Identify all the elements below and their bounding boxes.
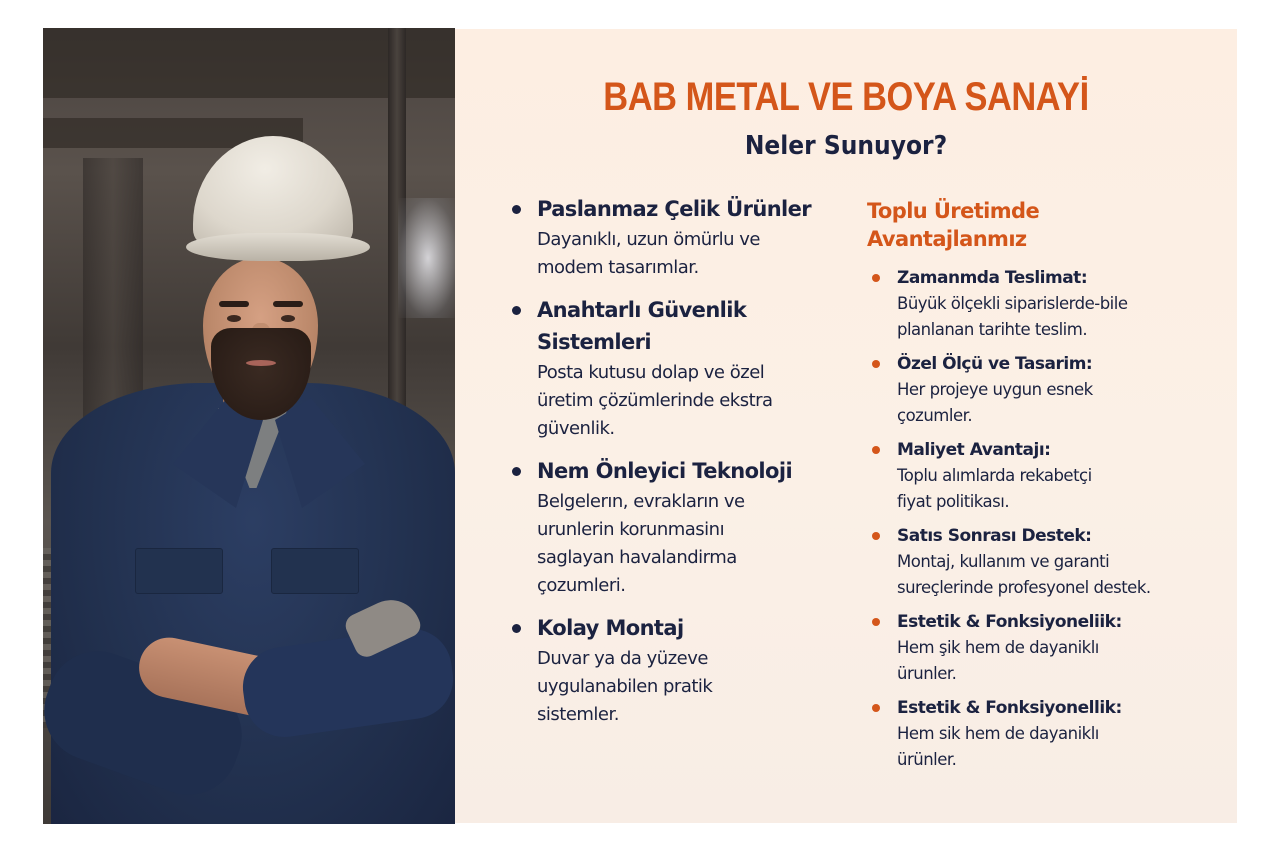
advantage-title: Maliyet Avantajı: [897, 440, 1051, 460]
feature-title: Anahtarlı Güvenlik Sistemleri [537, 298, 747, 354]
bullet-icon [872, 360, 880, 368]
feature-title: Nem Önleyici Teknoloji [537, 459, 793, 483]
feature-item [507, 612, 827, 729]
features-list [507, 193, 827, 729]
bullet-icon [872, 274, 880, 282]
feature-title: Kolay Montaj [537, 616, 684, 640]
content-panel [455, 29, 1237, 823]
advantage-title: Özel Ölçü ve Tasarim: [897, 354, 1093, 374]
eye-left [227, 315, 241, 322]
advantage-title: Estetik & Fonksiyoneliik: [897, 612, 1122, 632]
advantage-description: Hem sik hem de dayaniklı ürünler. [897, 724, 1099, 769]
chest-pocket-left [135, 548, 223, 594]
bullet-icon [872, 446, 880, 454]
feature-title: Paslanmaz Çelik Ürünler [537, 197, 812, 221]
eyebrow-right [273, 301, 303, 307]
advantage-description: Toplu alımlarda rekabetçi fiyat politikası. [897, 466, 1092, 511]
hard-hat-icon [193, 136, 353, 246]
worker-photo [43, 28, 455, 824]
advantage-item [867, 609, 1227, 687]
advantage-description: Hem şik hem de dayaniklı ürunler. [897, 638, 1099, 683]
bullet-icon [512, 306, 521, 315]
worker-figure [43, 28, 455, 824]
advantage-item [867, 265, 1227, 343]
advantage-item [867, 523, 1227, 601]
eyebrow-left [219, 301, 249, 307]
feature-item [507, 455, 827, 600]
advantage-item [867, 695, 1227, 773]
bullet-icon [512, 205, 521, 214]
feature-description: Belgelerın, evrakların ve urunlerin korunmasinı saglayan havalandirma çozumleri. [537, 491, 745, 596]
feature-description: Posta kutusu dolap ve özel üretim çözümlerinde ekstra güvenlik. [537, 362, 773, 439]
advantage-title: Estetik & Fonksiyonellik: [897, 698, 1122, 718]
eye-right [281, 315, 295, 322]
page-title: BAB METAL VE BOYA SANAYİ [603, 75, 1089, 119]
hard-hat-brim [186, 233, 370, 261]
advantage-description: Büyük ölçekli siparislerde-bile planlanan tarihte teslim. [897, 294, 1128, 339]
feature-description: Duvar ya da yüzeve uygulanabilen pratik sistemler. [537, 648, 713, 725]
bullet-icon [872, 618, 880, 626]
bullet-icon [872, 704, 880, 712]
bullet-icon [512, 624, 521, 633]
advantage-item [867, 437, 1227, 515]
feature-item [507, 193, 827, 282]
bullet-icon [872, 532, 880, 540]
advantage-item [867, 351, 1227, 429]
advantage-title: Satıs Sonrası Destek: [897, 526, 1092, 546]
chest-pocket-right [271, 548, 359, 594]
advantages-heading: Toplu Üretimde Avantajlanmız [867, 199, 1040, 251]
page-subtitle: Neler Sunuyor? [744, 131, 948, 161]
advantage-description: Her projeye uygun esnek çozumler. [897, 380, 1093, 425]
feature-item [507, 294, 827, 443]
bullet-icon [512, 467, 521, 476]
advantage-description: Montaj, kullanım ve garanti sureçlerinde profesyonel destek. [897, 552, 1151, 597]
advantages-list [867, 197, 1227, 773]
advantage-title: Zamanmda Teslimat: [897, 268, 1088, 288]
feature-description: Dayanıklı, uzun ömürlu ve modem tasarımlar. [537, 229, 760, 278]
mouth [246, 360, 276, 366]
